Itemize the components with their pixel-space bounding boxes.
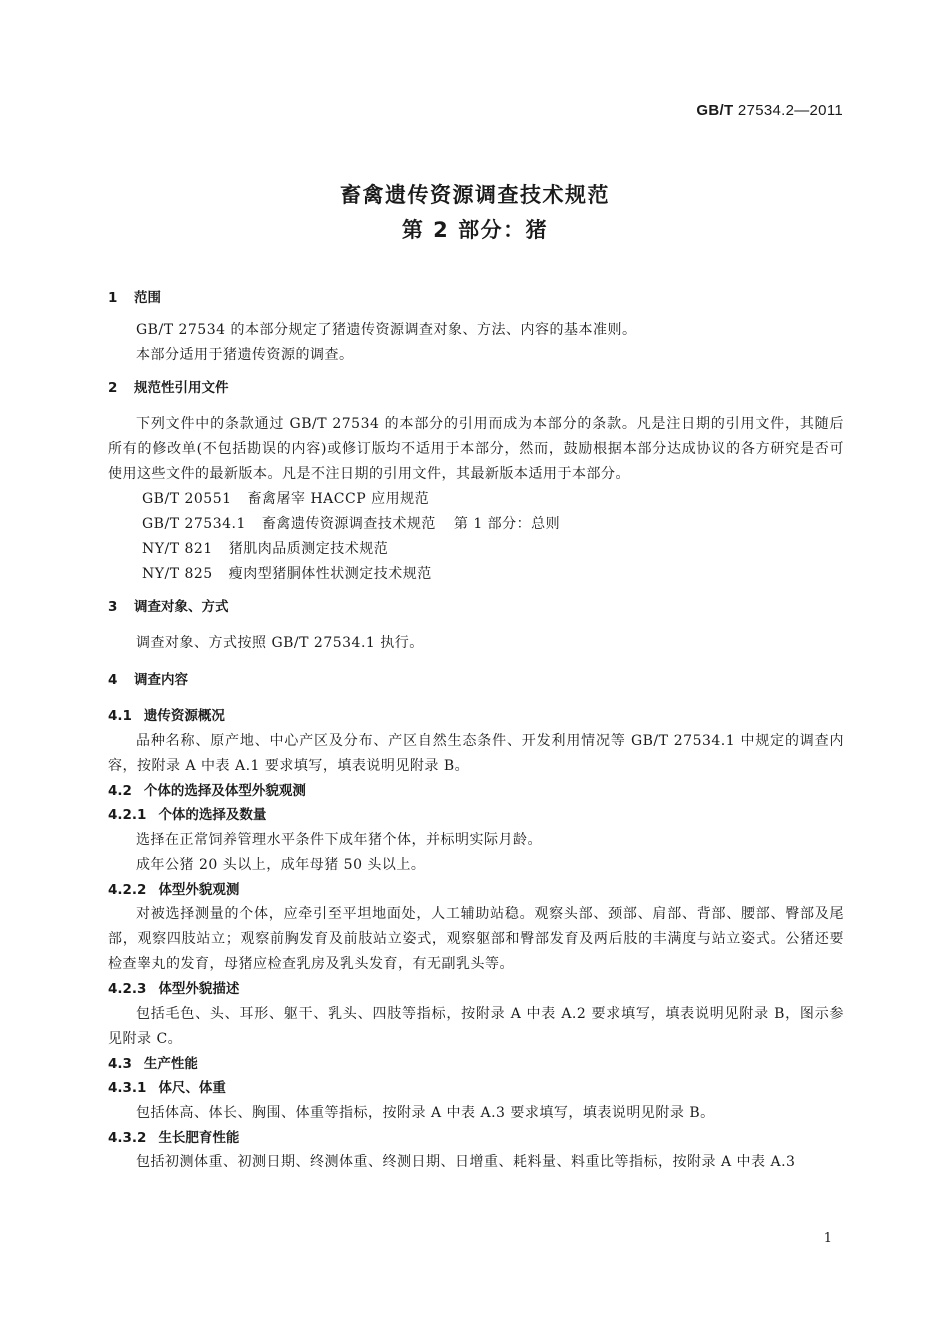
subsection-title: 生产性能 <box>143 1055 198 1072</box>
standard-number: 27534.2—2011 <box>737 102 843 119</box>
subsection-4-2-2-paragraph: 对被选择测量的个体，应牵引至平坦地面处，人工辅助站稳。观察头部、颈部、肩部、背部、腰部、臀部及尾部，观察四肢站立；观察前胸发育及前肢站立姿式，观察躯部和臀部发育及两后肢的丰满度与站立姿式。公猪还要检查睾丸的发育，母猪应检查乳房及乳头发育，有无副乳头等。 <box>108 906 844 972</box>
subsection-4-3-heading <box>108 1052 844 1077</box>
reference-title: 畜禽遗传资源调查技术规范 <box>261 516 436 532</box>
subsection-title: 个体的选择及数量 <box>158 807 267 823</box>
reference-item <box>108 562 844 587</box>
section-title: 规范性引用文件 <box>134 380 229 396</box>
subsection-title: 生长肥育性能 <box>158 1129 240 1146</box>
subsection-number: 4.2.3 <box>108 981 147 997</box>
section-title: 调查对象、方式 <box>134 599 229 615</box>
subsection-number: 4.2 <box>108 782 132 799</box>
subsection-number: 4.2.2 <box>108 881 147 898</box>
reference-code: NY/T 825 <box>142 566 213 582</box>
standard-prefix: GB/T <box>696 102 734 119</box>
section-title: 范围 <box>134 290 161 306</box>
subsection-title: 体型外貌观测 <box>158 881 240 898</box>
section-1-paragraph-1: GB/T 27534 的本部分规定了猪遗传资源调查对象、方法、内容的基本准则。 <box>136 322 637 338</box>
subsection-4-3-2-paragraph: 包括初测体重、初测日期、终测体重、终测日期、日增重、耗料量、料重比等指标，按附录 A 中表 A.3 <box>136 1154 796 1170</box>
subsection-4-2-3-paragraph: 包括毛色、头、耳形、躯干、乳头、四肢等指标，按附录 A 中表 A.2 要求填写，填表说明见附录 B，图示参见附录 C。 <box>108 1005 844 1047</box>
standard-code <box>696 98 843 123</box>
section-2-heading <box>108 376 844 400</box>
reference-code: GB/T 20551 <box>142 491 232 507</box>
section-3-paragraph-1: 调查对象、方式按照 GB/T 27534.1 执行。 <box>136 635 424 651</box>
document-body <box>108 286 844 1175</box>
section-number: 2 <box>108 380 118 396</box>
subsection-title: 体型外貌描述 <box>158 981 240 997</box>
title-line-1: 畜禽遗传资源调查技术规范 <box>340 183 610 207</box>
reference-code: GB/T 27534.1 <box>142 516 246 532</box>
subsection-4-2-1-paragraph-1: 选择在正常饲养管理水平条件下成年猪个体，并标明实际月龄。 <box>136 831 542 848</box>
subsection-title: 体尺、体重 <box>158 1080 226 1096</box>
section-4-heading <box>108 668 844 692</box>
reference-item <box>108 537 844 562</box>
section-1-heading <box>108 286 844 310</box>
section-number: 4 <box>108 672 118 688</box>
subsection-4-1-paragraph: 品种名称、原产地、中心产区及分布、产区自然生态条件、开发利用情况等 GB/T 27534.1 中规定的调查内容，按附录 A 中表 A.1 要求填写，填表说明见附录 B。 <box>108 732 844 774</box>
subsection-4-3-1-paragraph: 包括体高、体长、胸围、体重等指标，按附录 A 中表 A.3 要求填写，填表说明见附录 B。 <box>136 1104 715 1121</box>
subsection-number: 4.2.1 <box>108 807 147 823</box>
section-title: 调查内容 <box>134 672 188 688</box>
subsection-4-3-2-heading <box>108 1126 844 1151</box>
subsection-number: 4.3 <box>108 1055 132 1072</box>
subsection-4-1-heading <box>108 704 844 729</box>
reference-title: 猪肌肉品质测定技术规范 <box>228 541 389 557</box>
reference-title: 畜禽屠宰 HACCP 应用规范 <box>247 491 430 507</box>
document-title <box>0 178 950 248</box>
section-number: 3 <box>108 599 118 615</box>
subsection-number: 4.3.1 <box>108 1080 147 1096</box>
subsection-4-2-2-heading <box>108 878 844 903</box>
section-1-paragraph-2: 本部分适用于猪遗传资源的调查。 <box>136 347 354 363</box>
reference-item <box>108 512 844 537</box>
subsection-title: 遗传资源概况 <box>143 708 225 724</box>
subsection-4-2-heading <box>108 779 844 804</box>
subsection-4-2-3-heading <box>108 977 844 1002</box>
reference-item <box>108 487 844 512</box>
reference-part: 第 1 部分：总则 <box>453 516 561 532</box>
subsection-4-3-1-heading <box>108 1076 844 1101</box>
subsection-number: 4.1 <box>108 708 132 724</box>
page-number: 1 <box>823 1231 832 1246</box>
subsection-4-2-1-paragraph-2: 成年公猪 20 头以上，成年母猪 50 头以上。 <box>136 856 426 873</box>
reference-title: 瘦肉型猪胴体性状测定技术规范 <box>228 566 432 582</box>
title-line-2: 第 2 部分：猪 <box>401 218 549 242</box>
section-3-heading <box>108 595 844 619</box>
reference-code: NY/T 821 <box>142 541 213 557</box>
section-number: 1 <box>108 290 118 306</box>
subsection-title: 个体的选择及体型外貌观测 <box>143 782 306 799</box>
subsection-number: 4.3.2 <box>108 1129 147 1146</box>
section-2-paragraph-1: 下列文件中的条款通过 GB/T 27534 的本部分的引用而成为本部分的条款。凡是注日期的引用文件，其随后所有的修改单(不包括勘误的内容)或修订版均不适用于本部分，然而，鼓励根据本部分达成协议的各方研究是否可使用这些文件的最新版本。凡是不注日期的引用文件，其最新版本适用于本部分。 <box>108 416 844 482</box>
subsection-4-2-1-heading <box>108 803 844 828</box>
